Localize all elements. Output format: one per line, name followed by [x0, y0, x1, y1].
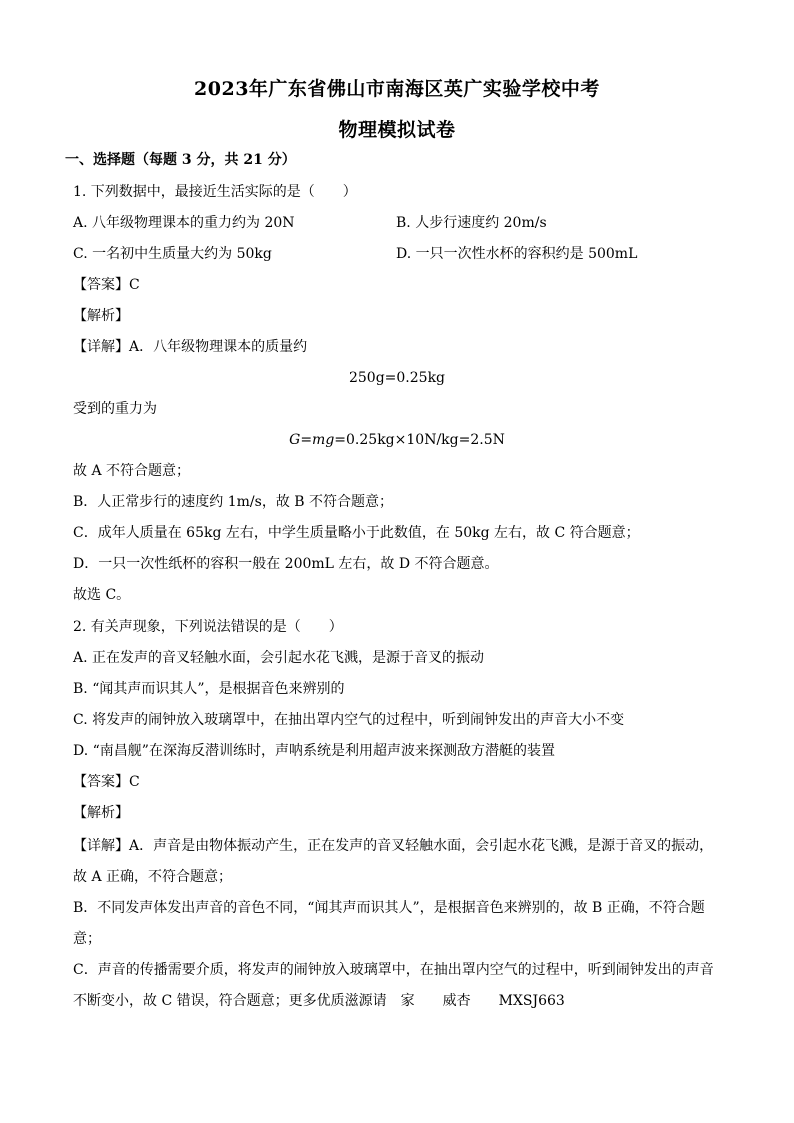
q2-answer-row [73, 772, 140, 792]
q1-stem: 1. 下列数据中，最接近生活实际的是（ ） [73, 184, 357, 200]
q1-option-a: A. 八年级物理课本的重力约为 20N [73, 215, 295, 231]
q1-a-conclusion: 故 A 不符合题意； [73, 463, 191, 479]
q1-detail-a: A．八年级物理课本的质量约 [129, 339, 308, 355]
q2-option-a: A. 正在发声的音叉轻触水面，会引起水花飞溅，是源于音叉的振动 [73, 650, 485, 666]
q2-detail-b1: B．不同发声体发出声音的音色不同，“闻其声而识其人”，是根据音色来辨别的，故 B 正确，不符合题 [73, 900, 705, 916]
q2-option-b: B. “闻其声而识其人”，是根据音色来辨别的 [73, 681, 345, 697]
q2-analysis-tag: 【解析】 [73, 805, 129, 821]
q2-detail-a2: 故 A 正确，不符合题意； [73, 869, 233, 885]
q2-answer-value: C [129, 774, 140, 790]
q1-answer-row [73, 275, 140, 295]
q2-option-d: D. “南昌舰”在深海反潜训练时，声呐系统是利用超声波来探测敌方潜艇的装置 [73, 743, 555, 759]
q1-analysis-tag: 【解析】 [73, 308, 129, 324]
q1-option-d: D. 一只一次性水杯的容积约是 500mL [396, 246, 638, 262]
q1-b-line: B．人正常步行的速度约 1m/s，故 B 不符合题意； [73, 494, 394, 510]
eq-symbol-g: G [289, 432, 301, 448]
q1-gravity-text: 受到的重力为 [73, 401, 157, 417]
q2-option-c: C. 将发声的闹钟放入玻璃罩中，在抽出罩内空气的过程中，听到闹钟发出的声音大小不变 [73, 712, 625, 728]
q2-stem: 2. 有关声现象，下列说法错误的是（ ） [73, 619, 343, 635]
q2-detail-row [73, 836, 713, 856]
section-heading: 一、选择题（每题 3 分，共 21 分） [65, 152, 296, 168]
q1-option-c: C. 一名初中生质量大约为 50kg [73, 246, 272, 262]
q1-d-line: D．一只一次性纸杯的容积一般在 200mL 左右，故 D 不符合题意。 [73, 556, 499, 572]
eq-equals: = [300, 432, 313, 448]
q2-detail-c2: 不断变小，故 C 错误，符合题意；更多优质滋源请 家 威杏 MXSJ663 [73, 993, 565, 1009]
q1-answer-value: C [129, 277, 140, 293]
detail-tag: 【详解】 [73, 838, 129, 854]
exam-title-line1: 2023年广东省佛山市南海区英广实验学校中考 [194, 78, 600, 100]
answer-tag: 【答案】 [73, 774, 129, 790]
q1-detail-row [73, 337, 307, 357]
eq-rest: =0.25kg×10N/kg=2.5N [334, 432, 505, 448]
q2-detail-a1: A．声音是由物体振动产生，正在发声的音叉轻触水面，会引起水花飞溅，是源于音叉的振动， [129, 838, 714, 854]
answer-tag: 【答案】 [73, 277, 129, 293]
detail-tag: 【详解】 [73, 339, 129, 355]
q1-equation-gravity [0, 430, 794, 450]
q2-detail-b2: 意； [73, 931, 101, 947]
eq-symbol-mg: mg [312, 432, 335, 448]
q1-choose: 故选 C。 [73, 587, 131, 603]
q1-option-b: B. 人步行速度约 20m/s [396, 215, 547, 231]
q1-equation-mass: 250g=0.25kg [348, 370, 446, 386]
exam-title-line2: 物理模拟试卷 [338, 119, 456, 141]
q2-detail-c1: C．声音的传播需要介质，将发声的闹钟放入玻璃罩中，在抽出罩内空气的过程中，听到闹钟发出的声音 [73, 962, 714, 978]
q1-c-line: C．成年人质量在 65kg 左右，中学生质量略小于此数值，在 50kg 左右，故 C 符合题意； [73, 525, 640, 541]
